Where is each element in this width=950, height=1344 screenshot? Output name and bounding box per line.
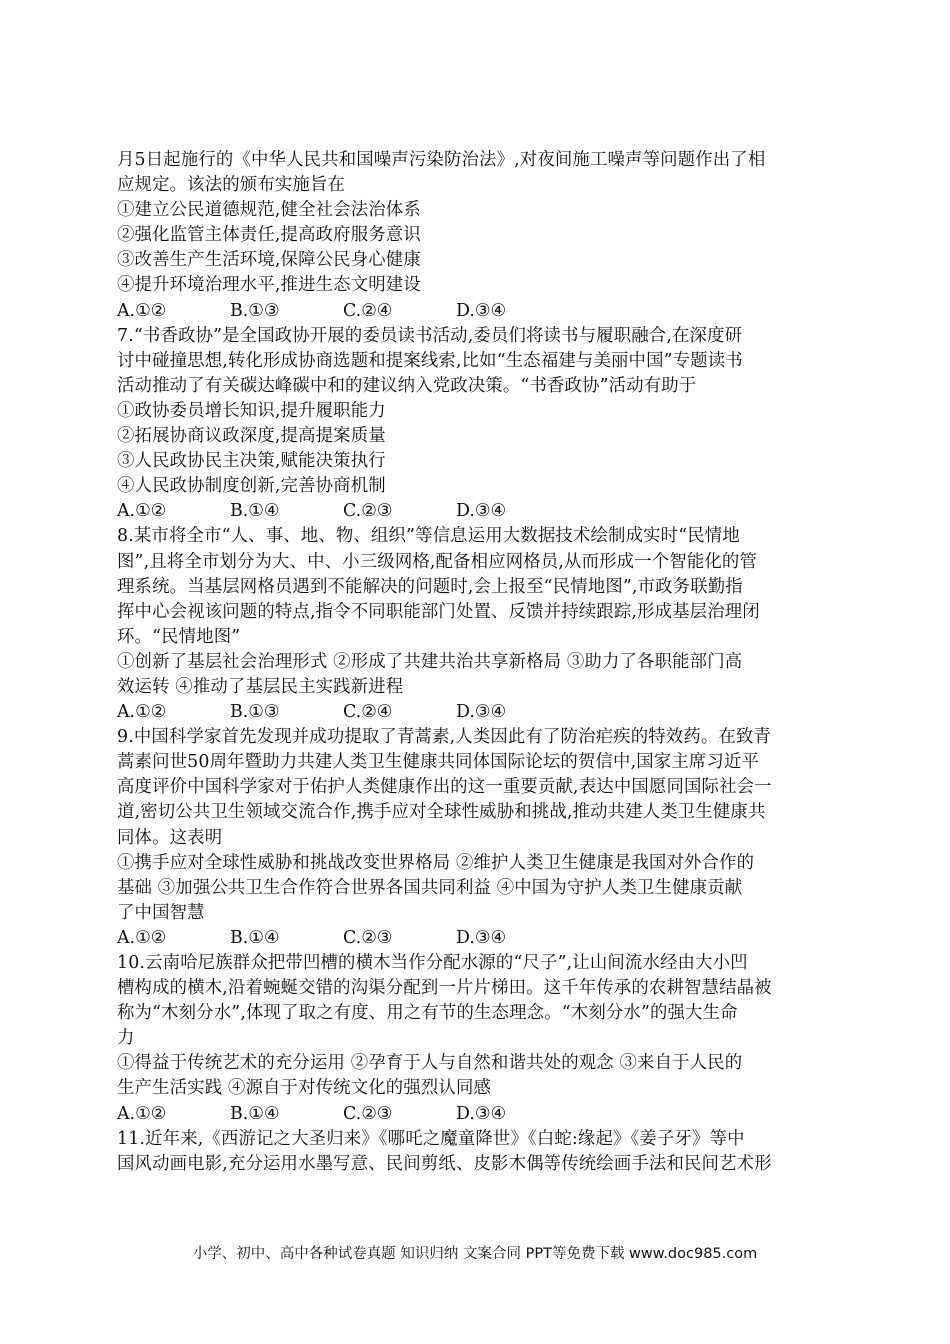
text-line: ①携手应对全球性威胁和挑战改变世界格局 ②维护人类卫生健康是我国对外合作的	[117, 852, 755, 873]
text-line: ④提升环境治理水平,推进生态文明建设	[117, 275, 421, 296]
q9-option-d: D.③④	[456, 927, 507, 948]
text-line: ①政协委员增长知识,提升履职能力	[117, 400, 386, 421]
q10-options	[117, 1102, 839, 1127]
text-line: 图”,且将全市划分为大、中、小三级网格,配备相应网格员,从而形成一个智能化的管	[117, 551, 757, 572]
question-6-continued	[117, 148, 839, 299]
text-line: 应规定。该法的颁布实施旨在	[117, 175, 346, 196]
q8-option-a: A.①②	[117, 702, 167, 723]
q8-option-c: C.②④	[343, 702, 393, 723]
text-line: 8.某市将全市“人、事、地、物、组织”等信息运用大数据技术绘制成实时“民情地	[117, 526, 740, 547]
text-line: ②拓展协商议政深度,提高提案质量	[117, 426, 386, 447]
q6-option-d: D.③④	[456, 300, 507, 321]
text-line: 7.“书香政协”是全国政协开展的委员读书活动,委员们将读书与履职融合,在深度研	[117, 325, 743, 346]
q6-option-a: A.①②	[117, 300, 167, 321]
text-line: ①建立公民道德规范,健全社会法治体系	[117, 200, 421, 221]
text-line: ①得益于传统艺术的充分运用 ②孕育于人与自然和谐共处的观念 ③来自于人民的	[117, 1053, 743, 1074]
text-line: 讨中碰撞思想,转化形成协商选题和提案线索,比如“生态福建与美丽中国”专题读书	[117, 350, 743, 371]
question-9	[117, 725, 839, 926]
q7-option-c: C.②③	[343, 501, 393, 522]
q9-option-b: B.①④	[230, 927, 280, 948]
text-line: 理系统。当基层网格员遇到不能解决的问题时,会上报至“民情地图”,市政务联勤指	[117, 576, 743, 597]
q7-options	[117, 499, 839, 524]
text-line: 9.中国科学家首先发现并成功提取了青蒿素,人类因此有了防治疟疾的特效药。在致青	[117, 727, 772, 748]
exam-page	[117, 148, 839, 1177]
text-line: ①创新了基层社会治理形式 ②形成了共建共治共享新格局 ③助力了各职能部门高	[117, 651, 743, 672]
text-line: 环。“民情地图”	[117, 626, 241, 647]
text-line: 11.近年来,《西游记之大圣归来》《哪吒之魔童降世》《白蛇:缘起》《姜子牙》等中	[117, 1128, 745, 1149]
question-8	[117, 524, 839, 700]
q9-option-c: C.②③	[343, 927, 393, 948]
page-footer: 小学、初中、高中各种试卷真题 知识归纳 文案合同 PPT等免费下载 www.doc985.com	[192, 1246, 758, 1262]
text-line: 蒿素问世50周年暨助力共建人类卫生健康共同体国际论坛的贺信中,国家主席习近平	[117, 752, 760, 773]
text-line: 槽构成的横木,沿着蜿蜒交错的沟渠分配到一片片梯田。这千年传承的农耕智慧结晶被	[117, 978, 772, 999]
q10-option-b: B.①④	[230, 1103, 280, 1124]
text-line: 同体。这表明	[117, 827, 223, 848]
text-line: 10.云南哈尼族群众把带凹槽的横木当作分配水源的“尺子”,让山间流水经由大小凹	[117, 953, 748, 973]
q7-option-d: D.③④	[456, 501, 507, 522]
text-line: 生产生活实践 ④源自于对传统文化的强烈认同感	[117, 1078, 492, 1099]
text-line: 挥中心会视该问题的特点,指令不同职能部门处置、反馈并持续跟踪,形成基层治理闭	[117, 601, 760, 622]
q7-option-b: B.①④	[230, 501, 280, 522]
q10-option-d: D.③④	[456, 1103, 507, 1124]
text-line: 国风动画电影,充分运用水墨写意、民间剪纸、皮影木偶等传统绘画手法和民间艺术形	[117, 1153, 772, 1174]
q6-options	[117, 299, 839, 324]
text-line: ④人民政协制度创新,完善协商机制	[117, 476, 386, 497]
text-line: ②强化监管主体责任,提高政府服务意识	[117, 225, 421, 246]
question-7	[117, 324, 839, 500]
q10-option-c: C.②③	[343, 1103, 393, 1124]
text-line: 月5日起施行的《中华人民共和国噪声污染防治法》,对夜间施工噪声等问题作出了相	[117, 150, 766, 170]
text-line: 了中国智慧	[117, 902, 205, 923]
text-line: 高度评价中国科学家对于佑护人类健康作出的这一重要贡献,表达中国愿同国际社会一	[117, 777, 772, 798]
text-line: ③人民政协民主决策,赋能决策执行	[117, 451, 386, 472]
q8-option-b: B.①③	[230, 702, 280, 723]
q8-option-d: D.③④	[456, 702, 507, 723]
q6-option-c: C.②④	[343, 300, 393, 321]
text-line: ③改善生产生活环境,保障公民身心健康	[117, 250, 421, 271]
question-11	[117, 1127, 839, 1177]
text-line: 效运转 ④推动了基层民主实践新进程	[117, 676, 404, 697]
question-10	[117, 951, 839, 1102]
q9-option-a: A.①②	[117, 927, 167, 948]
q7-option-a: A.①②	[117, 501, 167, 522]
text-line: 力	[117, 1028, 135, 1049]
q8-options	[117, 700, 839, 725]
text-line: 称为“木刻分水”,体现了取之有度、用之有节的生态理念。“木刻分水”的强大生命	[117, 1003, 738, 1024]
q10-option-a: A.①②	[117, 1103, 167, 1124]
text-line: 活动推动了有关碳达峰碳中和的建议纳入党政决策。“书香政协”活动有助于	[117, 375, 697, 396]
text-line: 道,密切公共卫生领域交流合作,携手应对全球性威胁和挑战,推动共建人类卫生健康共	[117, 802, 766, 823]
q9-options	[117, 926, 839, 951]
q6-option-b: B.①③	[230, 300, 280, 321]
text-line: 基础 ③加强公共卫生合作符合世界各国共同利益 ④中国为守护人类卫生健康贡献	[117, 877, 743, 898]
